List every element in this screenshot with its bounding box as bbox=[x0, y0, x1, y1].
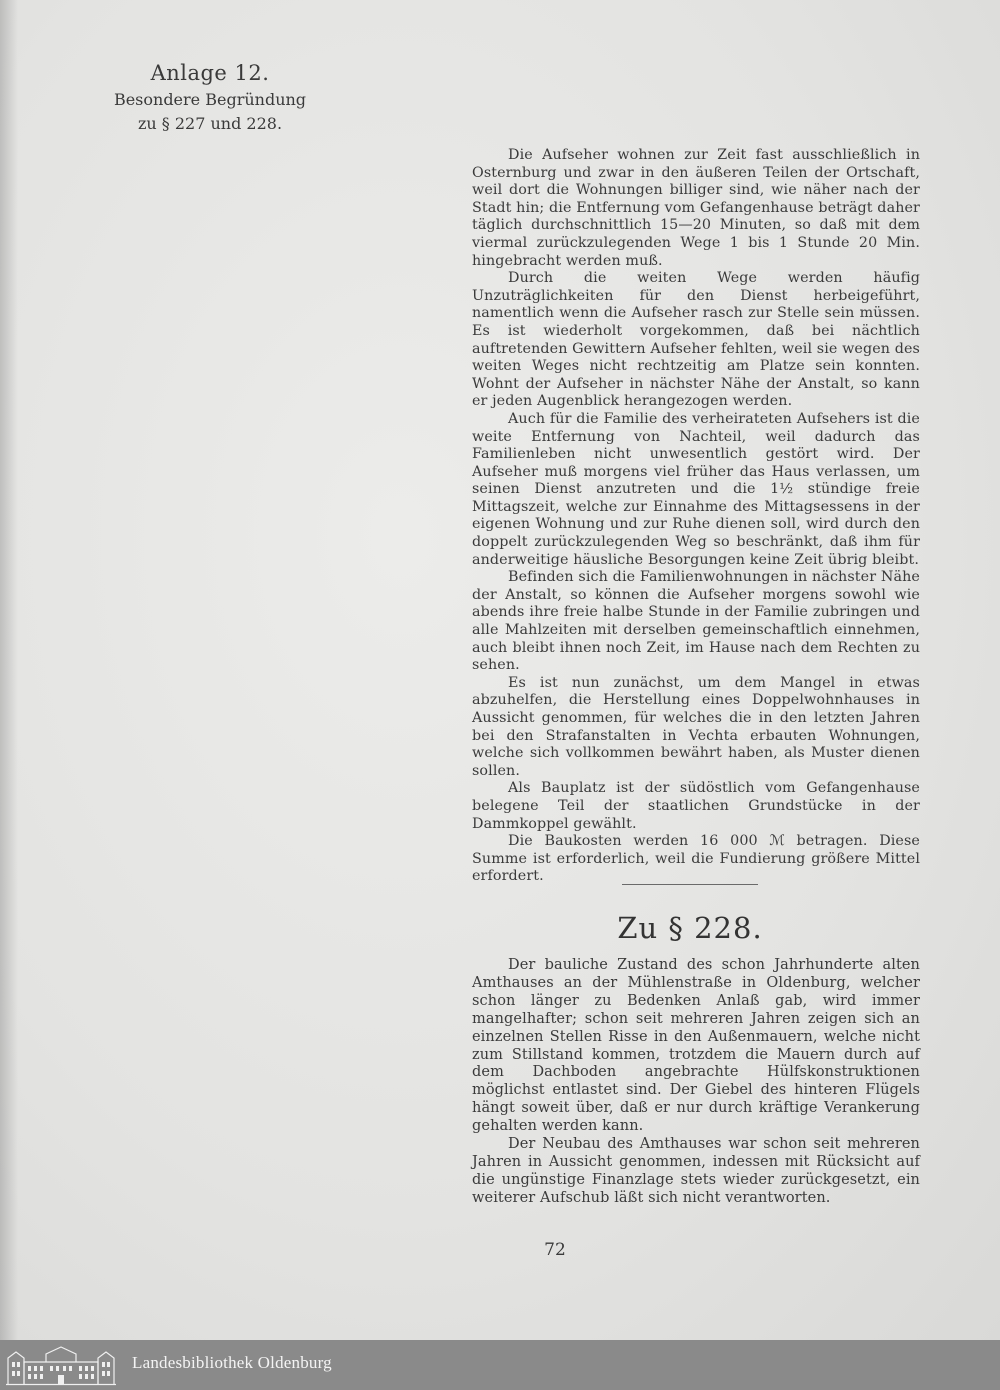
binding-shadow bbox=[0, 0, 18, 1340]
section-heading: Zu § 228. bbox=[617, 911, 763, 945]
library-name: Landesbibliothek Oldenburg bbox=[132, 1353, 332, 1372]
paragraph: Befinden sich die Familienwohnungen in nächster Nähe der Anstalt, so können die Aufseher morgens sowohl wie abends ihre freie halbe Stunde in der Familie zubringen und alle Mahlzeiten mit derselben gemeinschaftlich einnehmen, auch bleibt ihnen noch Zeit, im Hause nach dem Rechten zu sehen. bbox=[472, 569, 920, 674]
paragraph: Es ist nun zunächst, um dem Mangel in etwas abzuhelfen, die Herstellung eines Doppelwohnhauses in Aussicht genommen, für welches die in den letzten Jahren bei den Strafanstalten in Vechta erbauten Wohnungen, welche sich vollkommen bewährt haben, als Muster dienen sollen. bbox=[472, 674, 920, 779]
justification-label: Besondere Begründung bbox=[113, 90, 307, 109]
paragraph: Die Aufseher wohnen zur Zeit fast ausschließlich in Osternburg und zwar in den äußeren Teilen der Ortschaft, weil dort die Wohnungen billiger sind, wie näher nach der Stadt hin; die Entfernung vom Gefangenhause beträgt daher täglich durchschnittlich 15—20 Minuten, so daß mit dem viermal zurückzulegenden Wege 1 bis 1 Stunde 20 Min. hingebracht werden muß. bbox=[472, 147, 920, 269]
section-228-text bbox=[472, 957, 920, 1208]
page-number: 72 bbox=[544, 1240, 566, 1260]
paragraph: Durch die weiten Wege werden häufig Unzuträglichkeiten für den Dienst herbeigeführt, namentlich wenn die Aufseher rasch zur Stelle sein müssen. Es ist wiederholt vorgekommen, daß bei nächtlich auftretenden Gewittern Aufseher fehlten, weil sie wegen des weiten Weges nicht rechtzeitig am Platze sein konnten. Wohnt der Aufseher in nächster Nähe der Anstalt, so kann er jeden Augenblick herangezogen werden. bbox=[472, 270, 920, 410]
annex-label: Anlage 12. bbox=[150, 61, 270, 85]
paragraph: Auch für die Familie des verheirateten Aufsehers ist die weite Entfernung von Nachteil, weil dadurch das Familienleben nicht unwesentlich gestört wird. Der Aufseher muß morgens viel früher das Haus verlassen, um seinen Dienst anzutreten und die 1½ stündige freie Mittagszeit, welche zur Einnahme des Mittagsessens in der eigenen Wohnung und zur Ruhe dienen soll, wird durch den doppelt zurückzulegenden Weg so beschränkt, daß ihm für anderweitige häusliche Besorgungen keine Zeit übrig bleibt. bbox=[472, 410, 920, 568]
section-divider bbox=[622, 884, 758, 885]
paragraph: Die Baukosten werden 16 000 ℳ betragen. Diese Summe ist erforderlich, weil die Fundierung größere Mittel erfordert. bbox=[472, 833, 920, 885]
margin-note bbox=[100, 58, 320, 136]
section-reference: zu § 227 und 228. bbox=[137, 114, 283, 133]
paragraph: Als Bauplatz ist der südöstlich vom Gefangenhause belegene Teil der staatlichen Grundstücke in der Dammkoppel gewählt. bbox=[472, 780, 920, 832]
paragraph: Der Neubau des Amthauses war schon seit mehreren Jahren in Aussicht genommen, indessen mit Rücksicht auf die ungünstige Finanzlage stets wieder zurückgesetzt, ein weiterer Aufschub läßt sich nicht verantworten. bbox=[472, 1136, 920, 1206]
library-footer bbox=[0, 1340, 1000, 1390]
paragraph: Der bauliche Zustand des schon Jahrhunderte alten Amthauses an der Mühlenstraße in Oldenburg, welcher schon länger zu Bedenken Anlaß gab, wird immer mangelhafter; schon seit mehreren Jahren zeigen sich an einzelnen Stellen Risse in den Außenmauern, welche nicht zum Stillstand kommen, trotzdem die Mauern durch auf dem Dachboden angebrachte Hülfskonstruktionen möglichst entlastet sind. Der Giebel des hinteren Flügels hängt soweit über, daß er nur durch kräftige Verankerung gehalten werden kann. bbox=[472, 957, 920, 1135]
library-building-icon bbox=[6, 1344, 116, 1386]
section-227-text bbox=[472, 147, 920, 886]
